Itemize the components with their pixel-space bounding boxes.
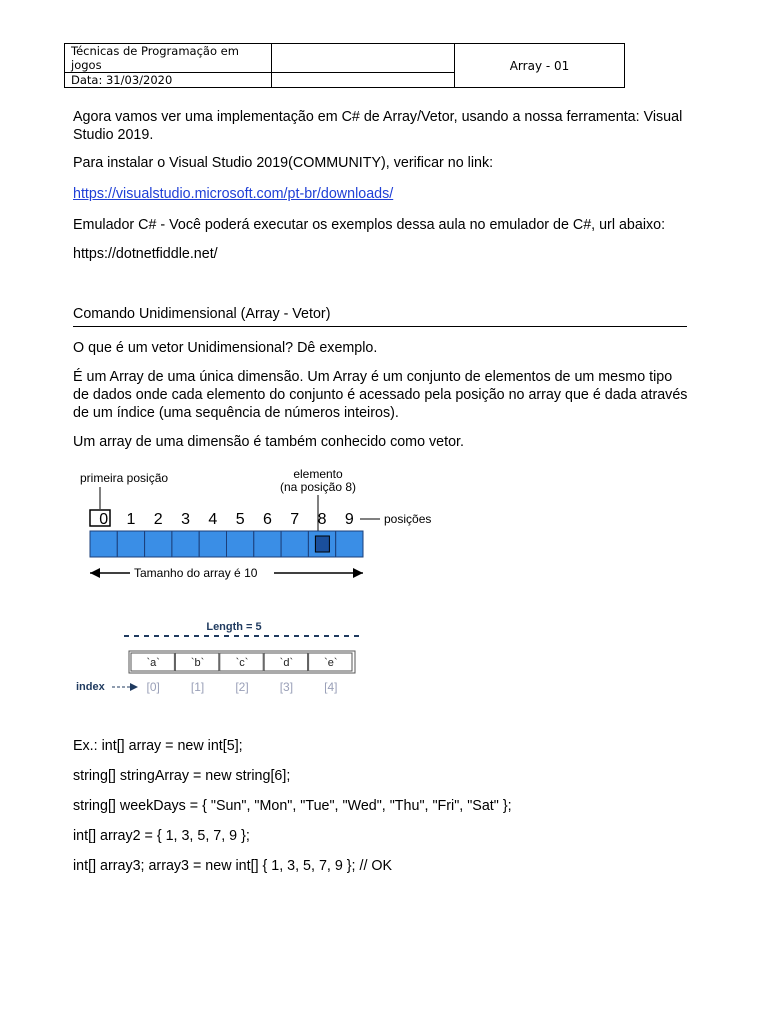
date-cell: Data: 31/03/2020 (65, 73, 272, 88)
array-index-row (99, 511, 354, 528)
code-line-5: int[] array3; array3 = new int[] { 1, 3, 5, 7, 9 }; // OK (73, 858, 393, 874)
length-label: Length = 5 (206, 621, 262, 633)
array-index-0: 0 (99, 511, 109, 528)
array-cell-3 (172, 531, 199, 557)
index-arrow-head (130, 683, 138, 691)
array-cell-9 (336, 531, 363, 557)
array-size-label: Tamanho do array é 10 (134, 566, 258, 580)
code-line-2: string[] stringArray = new string[6]; (73, 768, 291, 784)
array-diagram (72, 462, 452, 586)
array-index-6: 6 (262, 511, 272, 528)
code-line-1: Ex.: int[] array = new int[5]; (73, 738, 243, 754)
length-value-0: `a` (146, 657, 160, 669)
length-index-1: [1] (190, 680, 205, 694)
alias-text: Um array de uma dimensão é também conhecido como vetor. (73, 434, 464, 450)
header-table (64, 43, 625, 88)
download-link[interactable]: https://visualstudio.microsoft.com/pt-br/downloads/ (73, 186, 394, 202)
array-index-4: 4 (208, 511, 218, 528)
length-index-4: [4] (324, 680, 338, 694)
element-label: elemento (293, 467, 343, 481)
subject-cell: Técnicas de Programação em jogos (65, 44, 272, 73)
highlighted-element (315, 536, 329, 552)
array-index-7: 7 (290, 511, 300, 528)
length-value-4: `e` (324, 657, 338, 669)
array-index-2: 2 (153, 511, 163, 528)
first-position-label: primeira posição (80, 471, 169, 485)
index-label: index (76, 681, 105, 693)
length-index-row (147, 680, 338, 694)
array-index-9: 9 (344, 511, 354, 528)
answer-text: É um Array de uma única dimensão. Um Array é um conjunto de elementos de um mesmo tipo de dados onde cada elemento do conjunto é acessado pela posição no array que é dada através de um índice (uma sequência de números inteiros). (73, 369, 688, 421)
array-index-3: 3 (181, 511, 191, 528)
section-heading: Comando Unidimensional (Array - Vetor) (73, 306, 331, 322)
array-cells (90, 531, 363, 557)
intro-paragraph: Agora vamos ver uma implementação em C# de Array/Vetor, usando a nossa ferramenta: Visual Studio 2019. (73, 109, 683, 143)
array-index-5: 5 (235, 511, 245, 528)
size-arrow-left-head (90, 568, 100, 578)
length-index-3: [3] (279, 680, 294, 694)
question-text: O que é um vetor Unidimensional? Dê exemplo. (73, 340, 378, 356)
array-cell-4 (199, 531, 226, 557)
code-line-4: int[] array2 = { 1, 3, 5, 7, 9 }; (73, 828, 250, 844)
element-label-position: (na posição 8) (279, 480, 357, 494)
length-index-2: [2] (235, 680, 249, 694)
length-value-3: `d` (279, 657, 294, 669)
length-array-cells (131, 653, 352, 671)
install-text: Para instalar o Visual Studio 2019(COMMUNITY), verificar no link: (73, 155, 494, 171)
array-cell-0 (90, 531, 117, 557)
array-index-1: 1 (126, 511, 136, 528)
length-value-2: `c` (235, 657, 249, 669)
size-arrow-right-head (353, 568, 363, 578)
emulator-url: https://dotnetfiddle.net/ (73, 246, 218, 262)
length-diagram (72, 616, 372, 700)
blank-date-cell (272, 73, 455, 88)
array-index-8: 8 (317, 511, 327, 528)
array-cell-6 (254, 531, 281, 557)
positions-label: posições (384, 512, 432, 526)
length-value-1: `b` (190, 657, 205, 669)
doc-title: Array - 01 (455, 44, 625, 88)
code-line-3: string[] weekDays = { "Sun", "Mon", "Tue", "Wed", "Thu", "Fri", "Sat" }; (73, 798, 512, 814)
blank-cell (272, 44, 455, 73)
length-index-0: [0] (146, 680, 160, 694)
array-cell-7 (281, 531, 308, 557)
array-cell-2 (145, 531, 172, 557)
array-cell-1 (117, 531, 144, 557)
array-cell-5 (227, 531, 254, 557)
emulator-text: Emulador C# - Você poderá executar os exemplos dessa aula no emulador de C#, url abaixo: (73, 217, 666, 233)
section-divider (73, 326, 687, 327)
